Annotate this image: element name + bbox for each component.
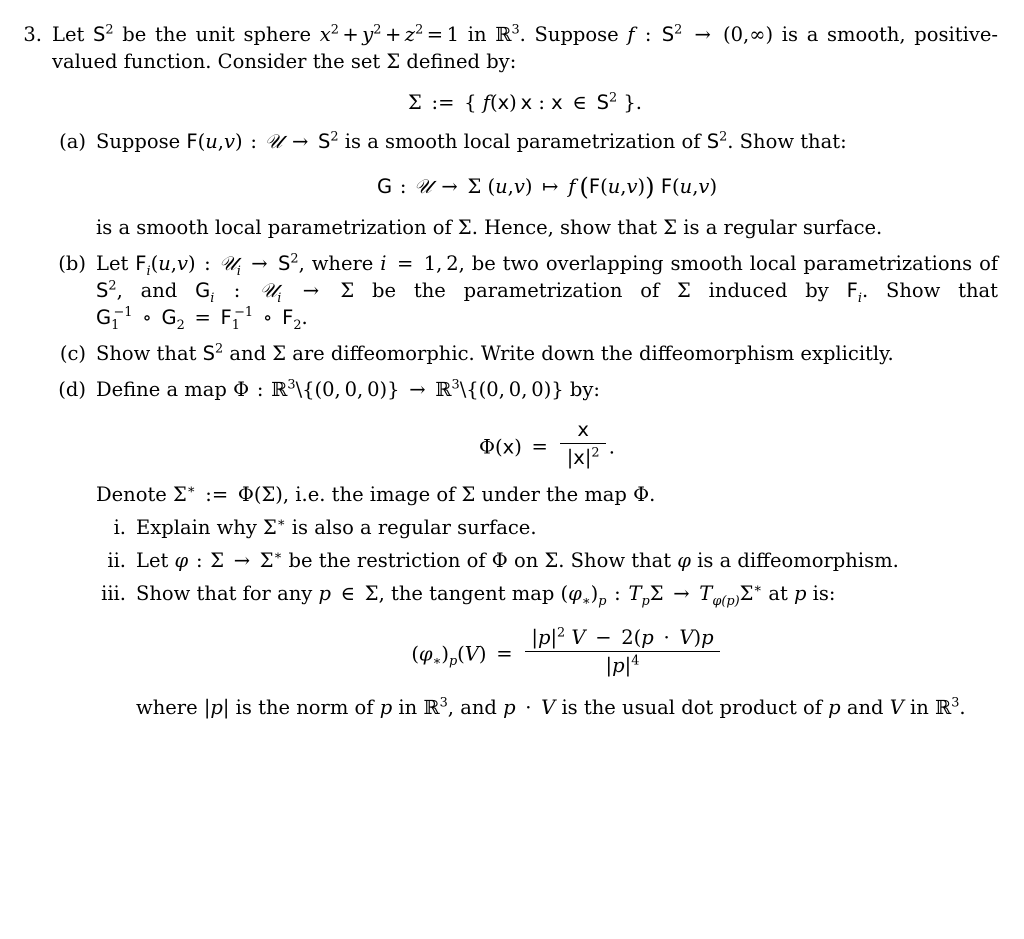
part-d-subpart-iii-display: $(\varphi_∗)_p(V)$ = $\frac{|p|^2 V - 2(p \cdot V)p}{|p|^4}$ [136, 626, 998, 679]
part-d-text-middle: Denote Σ∗ := Φ(Σ), i.e. the image of Σ under the map Φ. [96, 482, 656, 507]
part-a-text-after: is a smooth local parametrization of Σ. Hence, show that Σ is a regular surface. [96, 216, 883, 240]
part-d-subpart-ii-body: Let φ : Σ → Σ∗ be the restriction of Φ on Σ. Show that φ is a diffeomorphism. [136, 548, 899, 573]
problem-parts [52, 129, 998, 722]
part-b-body: Let $F_i(u,v)$ : 𝒰$_i$ → $S^2$, where i = 1, 2, be two overlapping smooth local parametrizations of $S^2$, and $G_i$ : 𝒰$_i$ → Σ be the parametrization of Σ induced by $F_i$. Show that $G_1^{-1}$ ∘ $G_2 = F_1^{-1}$ ∘ $F_2$. [96, 251, 999, 333]
part-d-text-before: Define a map Φ : ℝ$^3$\{(0, 0, 0)} → ℝ$^3$\{(0, 0, 0)} by: [96, 377, 600, 401]
part-a [52, 129, 998, 242]
part-d-subpart-i-body: Explain why Σ∗ is also a regular surface. [136, 515, 537, 540]
part-d-subpart-ii [96, 548, 998, 575]
part-a-body [96, 129, 998, 242]
part-d-body [96, 377, 998, 722]
part-d-subpart-i [96, 515, 998, 542]
problem-3 [18, 22, 998, 722]
part-d-display-formula: Φ(x) = $\frac{x}{|x|^2}$ . [479, 417, 615, 470]
part-c-label: (c) [59, 341, 86, 365]
part-d-subpart-iii-text-after: where |p| is the norm of p in ℝ$^3$, and p · V is the usual dot product of p and V in ℝ$^3$. [136, 695, 966, 719]
part-c-body: Show that $S^2$ and Σ are diffeomorphic. Write down the diffeomorphism explicitly. [96, 341, 894, 365]
part-b [52, 251, 998, 332]
part-a-display-line-2: (u,v) ↦ f (F(u,v)) F(u,v) [487, 171, 718, 201]
problem-body [52, 22, 998, 722]
problem-number: 3. [23, 23, 42, 46]
part-b-label: (b) [58, 252, 86, 276]
part-a-display [96, 170, 998, 204]
part-d-label: (d) [58, 377, 86, 401]
part-d-subpart-iii [96, 581, 998, 722]
part-a-text-before: Suppose F(u,v) : 𝒰 → $S^2$ is a smooth local parametrization of $S^2$. Show that: [96, 129, 847, 153]
part-a-label: (a) [59, 129, 86, 153]
part-d-subpart-iii-label: iii. [101, 582, 126, 606]
part-d-subpart-ii-label: ii. [107, 549, 126, 573]
display-set-definition: Σ := { f(x) x : x ∈ $S^2$ }. [408, 90, 642, 114]
part-d [52, 377, 998, 722]
part-c [52, 341, 998, 368]
part-d-subpart-i-label: i. [113, 516, 126, 540]
problem-stem: Let $S^2$ be the unit sphere $x^2 + y^2 + z^2 = 1$ in ℝ$^3$. Suppose f : $S^2 \to (0,\infty)$ is a smooth, positive-valued function. Consider the set Σ defined by: [52, 22, 998, 73]
part-d-subpart-iii-text: Show that for any p ∈ Σ, the tangent map $(\varphi_∗)_p$ : $T_p\Sigma \to T_{\varphi(p)}\Sigma^∗$ at p is: [136, 581, 836, 610]
part-d-subparts [96, 515, 998, 721]
part-d-subpart-iii-body [136, 581, 998, 722]
part-a-display-line-1: G : 𝒰 → Σ [376, 174, 488, 198]
